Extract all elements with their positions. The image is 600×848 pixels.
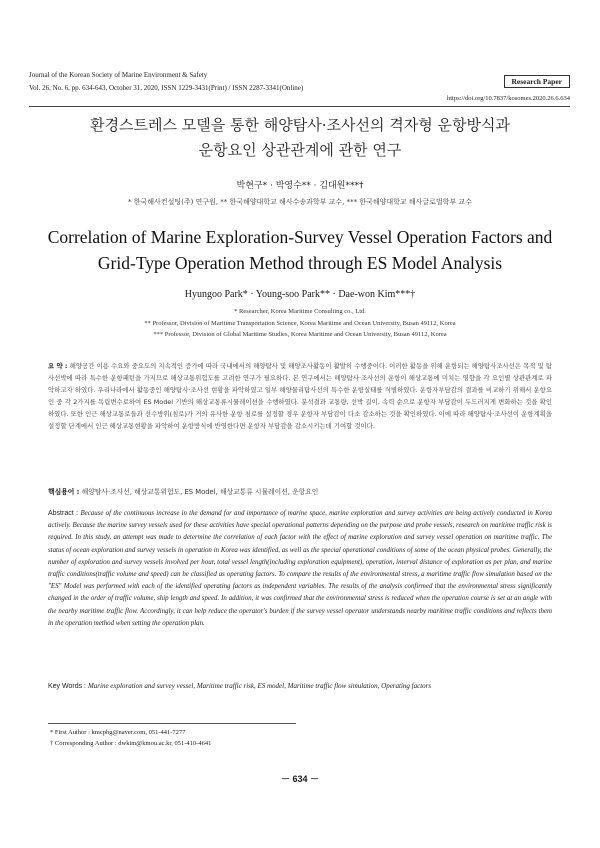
journal-citation: Vol. 26, No. 6, pp. 634-643, October 31, 2020, ISSN 1229-3431(Print) / ISSN 2287-3341(Online) (29, 84, 304, 92)
korean-abstract-text: 해양공간 이용 수요와 중요도의 지속적인 증가에 따라 국내에서의 해양탐사 및 해양조사활동이 활발히 수행중이다. 이러한 활동을 위해 운항되는 해양탐사조사선은 목적 및 탐사선박에 따라 특수한 운항패턴을 가지므로 해상교통위험도를 고려한 연구가 필요하다. 본 연구에서는 해양탐사·조사선의 운항이 해상교통에 미치는 영향을 각 요인별 상관관계로 파악하고자 하였다. 우리나라에서 활동중인 해양탐사·조사선 현황을 파악하였고 일부 해양물리탐사선의 특수한 운항실태를 식별하였다. 운항자부담감의 결과를 비교하기 위해서 운항요인 중 각 2가지를 독립변수로하여 ES Model 기반의 해상교통류시뮬레이션을 수행하였다. 분석결과 교통량, 선박 길이, 속력 순으로 운항자 부담감이 두드러지게 변화하는 것을 확인하였다. 또한 인근 해상교통로들과 선수방위(침로)가 거의 유사한 운항 침로를 설정할 경우 운항자 부담감이 다소 감소하는 것을 확인하였다. 이에 따라 해양탐사·조사선이 운항계획을 설정할 단계에서 인근 해상교통현황을 파악하여 운항방식에 반영한다면 운항자 부담감을 감소시키는데 기여할 것이다. (48, 362, 553, 431)
korean-abstract-label: 요 약 : (48, 362, 70, 370)
korean-keywords-text: 해양탐사·조사선, 해상교통위험도, ES Model, 해상교통류 시뮬레이션, 운항요인 (81, 488, 319, 496)
journal-header (29, 69, 303, 95)
korean-abstract (48, 360, 552, 433)
english-keywords (48, 682, 552, 690)
affiliation-2: ** Professor, Division of Maritime Transportation Science, Korea Maritime and Ocean University, Busan 49112, Korea (144, 319, 456, 327)
korean-authors: 박현구* · 박영수** · 김대원***† (236, 181, 364, 191)
english-abstract-text: Because of the continuous increase in the demand for and importance of marine space, marine exploration and survey activities are being actively conducted in Korea actively. Because the marine survey vessels used for these activities have special operational patterns depending on the purpose and probe vessels, research on maritime traffic risk is required. In this study, an attempt was made to determine the correlation of each factor with the effect of marine exploration and survey vessel operation on maritime traffic. The status of ocean exploration and survey vessels in operation in Korea was identified, as well as the special operational conditions of some of the ocean physical probes. Generally, the number of exploration and survey vessels involved per hour, total vessel length(including exploration equipment), operation, interval distance of exploration as per plan, and marine traffic conditions(traffic volume and speed) can be classified as operating factors. To compare the results of the environmental stress, a maritime traffic flow simulation based on the "ES" Model was performed with each of the identified operating factors as independent variables. The results of the analysis confirmed that the environmental stress significantly changed in the order of traffic volume, ship length and speed. In addition, it was confirmed that the environmental stress is reduced when the operation course is set at an angle with the nearby maritime traffic flow. Accordingly, it can help reduce the operator's burden if the survey vessel operator understands nearby maritime traffic conditions and reflects them in the operation method when setting the operation plan. (48, 510, 552, 627)
affiliation-3: *** Professor, Division of Global Maritime Studies, Korea Maritime and Ocean University, Busan 49112, Korea (153, 331, 447, 338)
header-divider (29, 106, 570, 107)
english-abstract (48, 508, 552, 630)
korean-affiliations: * 한국해사컨설팅(주) 연구원, ** 한국해양대학교 해사수송과학부 교수, *** 한국해양대학교 해사글로벌학부 교수 (128, 198, 472, 206)
english-abstract-label: Abstract : (48, 510, 81, 517)
doi-link[interactable]: https://doi.org/10.7837/kosomes.2020.26.6.634 (446, 95, 570, 102)
page-number: － 634 － (280, 774, 320, 784)
corresponding-author-footnote: † Corresponding Author : dwkim@kmou.ac.kr, 051-410-4641 (50, 740, 212, 747)
korean-title-line2: 운항요인 상관관계에 관한 연구 (198, 141, 402, 159)
journal-name: Journal of the Korean Society of Marine Environment & Safety (29, 71, 208, 79)
english-affiliations (0, 306, 600, 341)
korean-keywords (48, 486, 552, 496)
english-keywords-text: Marine exploration and survey vessel, Maritime traffic risk, ES model, Maritime traffic flow simulation, Operating factors (87, 682, 432, 690)
korean-keywords-label: 핵심용어 : (48, 488, 82, 496)
first-author-footnote: * First Author : kmcphg@naver.com, 051-441-7277 (50, 729, 186, 736)
english-title (30, 224, 570, 276)
affiliation-1: * Researcher, Korea Maritime Consulting co., Ltd. (234, 308, 366, 315)
korean-title-line1: 환경스트레스 모델을 통한 해양탐사·조사선의 격자형 운항방식과 (90, 116, 510, 134)
footnote-divider (48, 723, 296, 724)
english-title-line2: Grid-Type Operation Method through ES Model Analysis (97, 253, 503, 273)
footnotes (50, 727, 211, 749)
paper-type-badge: Research Paper (504, 75, 570, 88)
english-authors: Hyungoo Park* · Young-soo Park** · Dae-won Kim***† (184, 289, 416, 300)
korean-title (40, 113, 560, 163)
english-keywords-label: Key Words : (48, 683, 88, 690)
english-title-line1: Correlation of Marine Exploration-Survey Vessel Operation Factors and (47, 227, 553, 247)
